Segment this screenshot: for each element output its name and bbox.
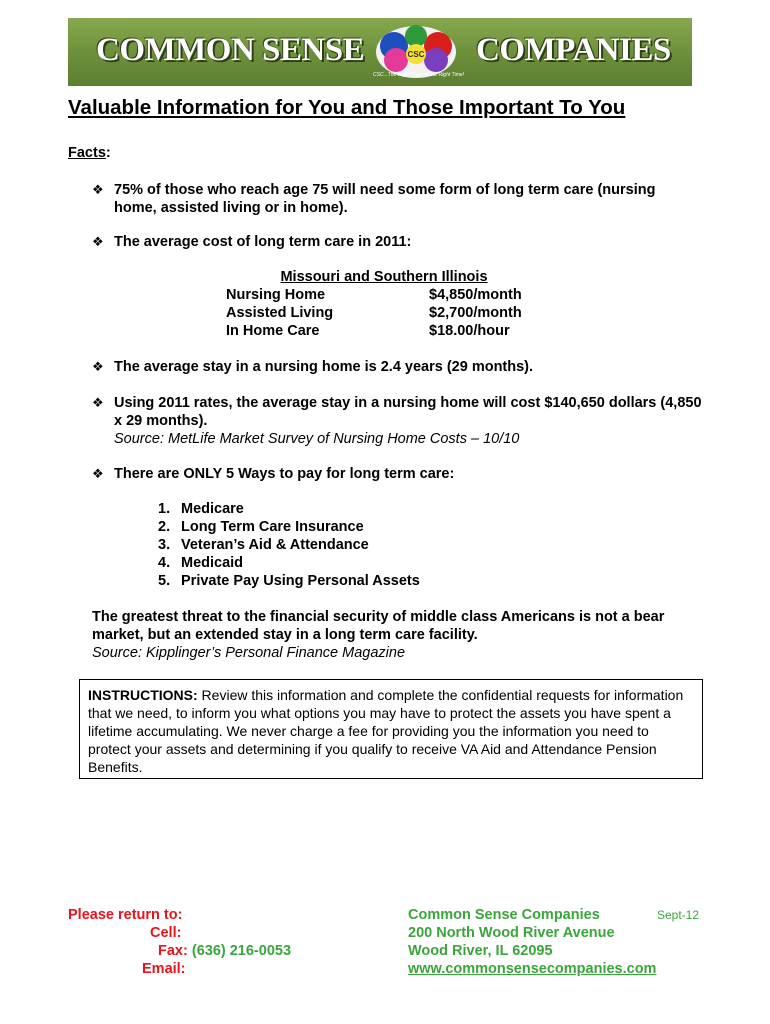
bullet-3 xyxy=(92,358,702,376)
list-item xyxy=(158,572,420,590)
instructions-text: Review this information and complete the confidential requests for information that we need, to inform you what options you may have to protect the assets you have spent a lifetime accumulating. We never charge a fee for providing you the information you need to protect your assets and determining if you qualify to receive VA Aid and Attendance Pension Benefits. xyxy=(88,687,684,775)
list-item xyxy=(158,536,420,554)
diamond-bullet-icon: ❖ xyxy=(92,182,104,197)
diamond-bullet-icon: ❖ xyxy=(92,234,104,249)
list-item xyxy=(158,518,420,536)
website-link[interactable]: www.commonsensecompanies.com xyxy=(408,961,657,977)
list-number: 3. xyxy=(158,537,171,553)
facts-label: Facts xyxy=(68,145,106,161)
address-line-1: 200 North Wood River Avenue xyxy=(408,925,615,941)
banner-word-left: COMMON SENSE xyxy=(96,32,365,68)
bullet-3-text: The average stay in a nursing home is 2.4 years (29 months). xyxy=(114,359,534,375)
bullet-4 xyxy=(92,394,702,448)
cost-row xyxy=(226,304,548,322)
company-name: Common Sense Companies xyxy=(408,907,600,923)
cost-label: In Home Care xyxy=(226,323,320,339)
list-item xyxy=(158,500,420,518)
list-label: Veteran’s Aid & Attendance xyxy=(181,537,369,553)
list-label: Long Term Care Insurance xyxy=(181,519,364,535)
bullet-4-text: Using 2011 rates, the average stay in a nursing home will cost $140,650 dollars (4,850 x 29 months). xyxy=(114,395,702,429)
facts-heading xyxy=(68,145,111,161)
threat-text: The greatest threat to the financial security of middle class Americans is not a bear market, but an extended stay in a long term care facility. xyxy=(92,609,665,643)
page-title: Valuable Information for You and Those Important To You xyxy=(68,96,626,119)
list-number: 1. xyxy=(158,501,171,517)
cell-label: Cell: xyxy=(150,925,182,941)
bullet-5-text: There are ONLY 5 Ways to pay for long term care: xyxy=(114,466,455,482)
list-number: 5. xyxy=(158,573,171,589)
bullet-5 xyxy=(92,465,702,483)
diamond-bullet-icon: ❖ xyxy=(92,359,104,374)
diamond-bullet-icon: ❖ xyxy=(92,466,104,481)
logo-initials: CSC xyxy=(407,50,425,59)
company-address xyxy=(408,906,656,978)
facts-colon: : xyxy=(105,145,111,161)
cost-table xyxy=(226,268,548,340)
diamond-bullet-icon: ❖ xyxy=(92,395,104,410)
list-label: Medicare xyxy=(181,501,244,517)
bullet-1 xyxy=(92,181,702,217)
email-label: Email: xyxy=(142,961,186,977)
list-label: Private Pay Using Personal Assets xyxy=(181,573,420,589)
list-label: Medicaid xyxy=(181,555,244,571)
cost-value: $4,850/month xyxy=(429,287,522,303)
list-item xyxy=(158,554,420,572)
cost-row xyxy=(226,286,548,304)
cost-label: Nursing Home xyxy=(226,287,326,303)
header-banner xyxy=(68,18,692,86)
fax-label: Fax: xyxy=(158,943,188,959)
bullet-4-source: Source: MetLife Market Survey of Nursing Home Costs – 10/10 xyxy=(114,431,520,447)
instructions-box xyxy=(79,679,703,779)
address-line-2: Wood River, IL 62095 xyxy=(408,943,553,959)
return-label: Please return to: xyxy=(68,907,183,923)
list-number: 4. xyxy=(158,555,171,571)
logo-tagline: CSC...The Right Place at the Right Time! xyxy=(373,72,465,78)
instructions-label: INSTRUCTIONS: xyxy=(88,687,198,703)
bullet-2 xyxy=(92,233,702,251)
threat-source: Source: Kipplinger’s Personal Finance Magazine xyxy=(92,645,406,661)
fax-number: (636) 216-0053 xyxy=(191,943,292,959)
cost-value: $18.00/hour xyxy=(429,323,510,339)
list-number: 2. xyxy=(158,519,171,535)
cost-row xyxy=(226,322,548,340)
cost-label: Assisted Living xyxy=(226,305,334,321)
banner-word-right: COMPANIES xyxy=(476,32,671,68)
document-date: Sept-12 xyxy=(657,908,700,922)
return-contact xyxy=(68,906,291,978)
threat-statement xyxy=(92,608,712,662)
cost-value: $2,700/month xyxy=(429,305,522,321)
bullet-1-text: 75% of those who reach age 75 will need some form of long term care (nursing home, assisted living or in home). xyxy=(114,182,656,216)
bullet-2-text: The average cost of long term care in 2011: xyxy=(114,234,412,250)
cost-region: Missouri and Southern Illinois xyxy=(280,269,488,285)
payment-ways-list xyxy=(158,500,420,590)
